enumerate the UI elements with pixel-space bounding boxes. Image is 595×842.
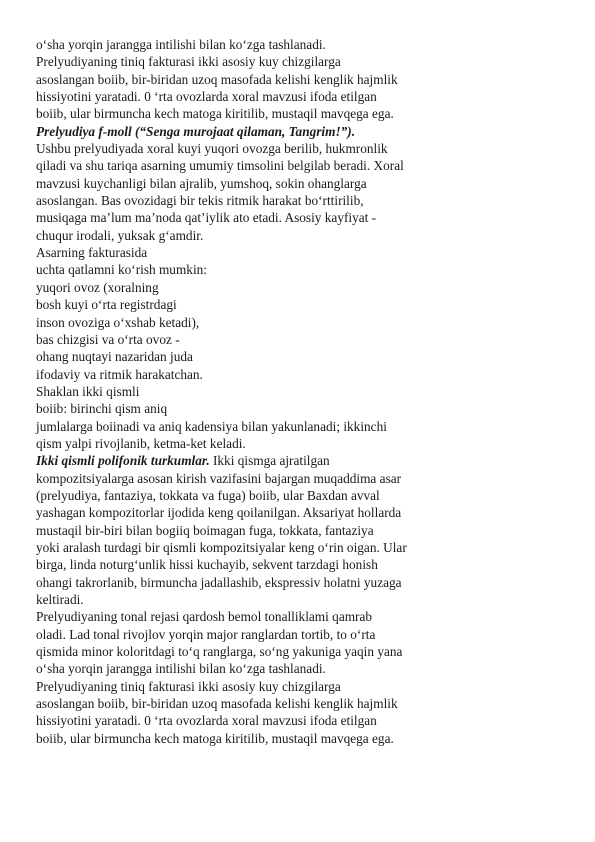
text-line: asoslangan. Bas ovozidagi bir tekis ritmik harakat bo‘rttirilib, (36, 193, 364, 209)
text-line: (prelyudiya, fantaziya, tokkata va fuga) boiib, ular Baxdan avval (36, 487, 380, 503)
text-line: bosh kuyi o‘rta registrdagi (36, 297, 177, 313)
text-line: jumlalarga boiinadi va aniq kadensiya bilan yakunlanadi; ikkinchi (36, 418, 387, 434)
text-line: boiib: birinchi qism aniq (36, 401, 168, 417)
text-line: ohang nuqtayi nazaridan juda (36, 349, 193, 365)
section-heading-prelude-f-moll: Prelyudiya f-moll (“Senga murojaat qilaman, Tangrim!”). (36, 123, 356, 139)
text-line: Prelyudiyaning tiniq fakturasi ikki asosiy kuy chizgilarga (36, 54, 341, 70)
text-line: qismida minor koloritdagi to‘q ranglarga, so‘ng yakuniga yaqin yana (36, 644, 403, 660)
text-line: mustaqil bir-biri bilan bogiiq boimagan fuga, tokkata, fantaziya (36, 522, 374, 538)
text-line: keltiradi. (36, 592, 84, 607)
text-line: qism yalpi rivojlanib, ketma-ket keladi. (36, 435, 246, 451)
text-line: yashagan kompozitorlar ijodida keng qoilanilgan. Aksariyat hollarda (36, 505, 402, 521)
text-line: kompozitsiyalarga asosan kirish vazifasini bajargan muqaddima asar (36, 470, 402, 486)
text-line: yoki aralash turdagi bir qismli kompozitsiyalar keng o‘rin oigan. Ular (36, 539, 407, 555)
text-line: boiib, ular birmuncha kech matoga kiritilib, mustaqil mavqega ega. (36, 106, 394, 122)
text-line: oladi. Lad tonal rivojlov yorqin major ranglardan tortib, to o‘rta (36, 626, 376, 642)
text-line: bas chizgisi va o‘rta ovoz - (36, 331, 180, 347)
text-line: birga, linda noturg‘unlik hissi kuchayib, sekvent tarzdagi honish (36, 557, 378, 573)
text-line: inson ovoziga o‘xshab ketadi), (36, 314, 200, 330)
text-line: o‘sha yorqin jarangga intilishi bilan ko‘zga tashlanadi. (36, 37, 326, 52)
section-heading-two-part-cycles: Ikki qismli polifonik turkumlar. (36, 453, 210, 469)
heading-continuation: Ikki qismga ajratilgan (209, 453, 330, 469)
text-line: yuqori ovoz (xoralning (36, 279, 159, 295)
text-line: uchta qatlamni ko‘rish mumkin: (36, 262, 207, 278)
text-line: ohangi takrorlanib, birmuncha jadallashib, ekspressiv holatni yuzaga (36, 574, 402, 590)
text-line: chuqur irodali, yuksak g‘amdir. (36, 227, 204, 243)
text-line: asoslangan boiib, bir-biridan uzoq masofada kelishi kenglik hajmlik (36, 71, 398, 87)
text-line: qiladi va shu tariqa asarning umumiy timsolini belgilab beradi. Xoral (36, 158, 404, 174)
text-line: Asarning fakturasida (36, 245, 148, 261)
document-page (36, 36, 566, 747)
text-line: asoslangan boiib, bir-biridan uzoq masofada kelishi kenglik hajmlik (36, 696, 398, 712)
text-line: Shaklan ikki qismli (36, 383, 140, 399)
text-line: musiqaga ma’lum ma’noda qat’iylik ato etadi. Asosiy kayfiyat - (36, 210, 377, 226)
text-line: o‘sha yorqin jarangga intilishi bilan ko‘zga tashlanadi. (36, 661, 326, 677)
text-line: hissiyotini yaratadi. 0 ‘rta ovozlarda xoral mavzusi ifoda etilgan (36, 713, 377, 729)
section-heading-line (36, 452, 566, 469)
text-line: boiib, ular birmuncha kech matoga kiritilib, mustaqil mavqega ega. (36, 730, 394, 746)
text-line: Ushbu prelyudiyada xoral kuyi yuqori ovozga berilib, hukmronlik (36, 141, 388, 157)
text-line: hissiyotini yaratadi. 0 ‘rta ovozlarda xoral mavzusi ifoda etilgan (36, 89, 377, 105)
text-line: Prelyudiyaning tiniq fakturasi ikki asosiy kuy chizgilarga (36, 678, 341, 694)
text-line: ifodaviy va ritmik harakatchan. (36, 366, 203, 382)
text-line: Prelyudiyaning tonal rejasi qardosh bemol tonalliklami qamrab (36, 609, 373, 625)
text-line: mavzusi kuychanligi bilan ajralib, yumshoq, sokin ohanglarga (36, 175, 367, 191)
